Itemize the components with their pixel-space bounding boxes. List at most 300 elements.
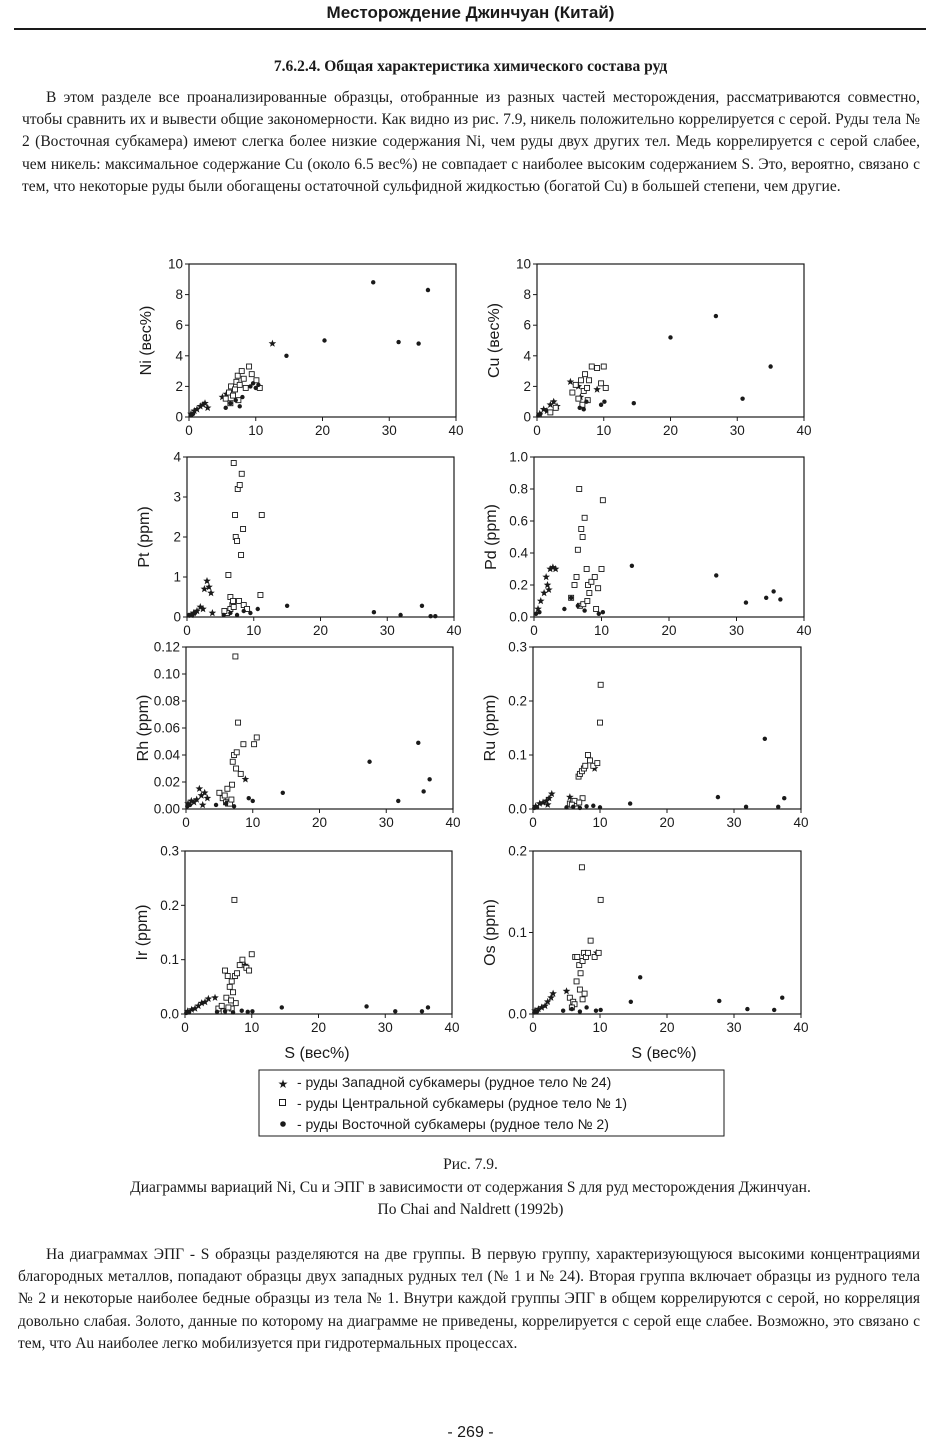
data-point-central <box>596 950 601 955</box>
x-tick-label: 30 <box>377 1020 393 1035</box>
x-tick-label: 10 <box>246 623 262 638</box>
data-point-east <box>597 612 601 616</box>
scatter-panel-5 <box>135 640 461 831</box>
data-point-central <box>587 378 592 383</box>
data-point-central <box>233 513 238 518</box>
data-point-east <box>602 400 606 404</box>
legend-square-icon <box>280 1100 286 1106</box>
legend-dot-icon <box>280 1121 286 1127</box>
data-point-central <box>247 364 252 369</box>
data-point-central <box>580 997 585 1002</box>
data-point-east <box>285 604 289 608</box>
scatter-panels <box>134 257 812 1036</box>
data-point-east <box>248 611 252 615</box>
data-point-east <box>771 589 775 593</box>
y-axis-label: Os (ppm) <box>482 899 499 966</box>
data-point-central <box>238 771 243 776</box>
data-point-central <box>594 607 599 612</box>
data-point-east <box>668 335 672 339</box>
x-tick-label: 20 <box>314 423 331 438</box>
data-point-central <box>577 487 582 492</box>
data-point-east <box>247 796 251 800</box>
data-point-east <box>564 805 568 809</box>
data-point-east <box>584 400 588 404</box>
data-point-central <box>598 897 603 902</box>
data-point-east <box>578 806 582 810</box>
data-point-central <box>234 750 239 755</box>
legend-label-east: - руды Восточной субкамеры (рудное тело № 2) <box>297 1116 609 1132</box>
data-point-central <box>235 971 240 976</box>
data-point-east <box>582 407 586 411</box>
data-point-central <box>572 583 577 588</box>
x-tick-label: 0 <box>185 423 193 438</box>
x-tick-label: 40 <box>793 815 809 830</box>
x-axis-label-left: S (вес%) <box>284 1045 350 1062</box>
data-point-east <box>717 999 721 1003</box>
figure-caption-number: Рис. 7.9. <box>443 1156 498 1173</box>
data-point-east <box>396 340 400 344</box>
y-tick-label: 0.08 <box>153 693 180 709</box>
data-point-east <box>745 1007 749 1011</box>
x-tick-label: 20 <box>662 423 679 438</box>
data-point-east <box>364 1004 368 1008</box>
data-point-east <box>372 610 376 614</box>
x-tick-label: 0 <box>182 815 190 830</box>
data-point-central <box>553 405 558 410</box>
data-point-central <box>222 609 227 614</box>
data-point-east <box>215 1010 219 1014</box>
data-point-east <box>578 1009 582 1013</box>
x-tick-label: 30 <box>728 623 745 638</box>
data-point-east <box>714 573 718 577</box>
data-point-east <box>591 804 595 808</box>
data-point-central <box>236 720 241 725</box>
y-tick-label: 4 <box>173 449 181 465</box>
data-point-central <box>583 763 588 768</box>
data-point-central <box>573 382 578 387</box>
x-tick-label: 10 <box>244 1020 260 1035</box>
data-point-east <box>535 1009 539 1013</box>
section-heading: 7.6.2.4. Общая характеристика химического состава руд <box>273 58 668 75</box>
x-tick-label: 20 <box>311 815 328 830</box>
data-point-central <box>226 1005 231 1010</box>
scatter-panel-6 <box>482 640 809 831</box>
y-tick-label: 0.0 <box>508 801 527 817</box>
data-point-east <box>744 805 748 809</box>
data-point-east <box>251 381 255 385</box>
y-axis-label: Ni (вес%) <box>138 305 155 376</box>
x-tick-label: 10 <box>248 423 264 438</box>
scatter-panel-2 <box>486 257 812 439</box>
data-point-east <box>231 1010 235 1014</box>
data-point-central <box>582 515 587 520</box>
y-tick-label: 0.2 <box>508 693 527 709</box>
data-point-east <box>571 805 575 809</box>
y-tick-label: 0 <box>523 409 531 425</box>
x-tick-label: 40 <box>446 623 462 638</box>
x-tick-label: 20 <box>661 623 677 638</box>
data-point-central <box>247 968 252 973</box>
data-point-central <box>585 950 590 955</box>
data-point-central <box>231 393 236 398</box>
data-point-central <box>254 735 259 740</box>
data-point-central <box>578 971 583 976</box>
x-tick-label: 30 <box>726 1020 742 1035</box>
data-point-west <box>563 987 571 994</box>
y-tick-label: 0.04 <box>153 747 180 763</box>
data-point-east <box>780 996 784 1000</box>
data-point-central <box>235 539 240 544</box>
data-point-central <box>595 761 600 766</box>
plot-frame <box>187 457 454 617</box>
x-tick-label: 40 <box>445 815 461 830</box>
data-point-central <box>239 369 244 374</box>
y-tick-label: 0.4 <box>509 545 528 561</box>
data-point-east <box>322 338 326 342</box>
data-point-east <box>598 805 602 809</box>
y-tick-label: 0.8 <box>509 481 528 497</box>
data-point-east <box>421 789 425 793</box>
x-axis-label-right: S (вес%) <box>631 1045 697 1062</box>
plot-frame <box>537 264 804 417</box>
y-axis-label: Cu (вес%) <box>486 303 503 378</box>
data-point-central <box>237 382 242 387</box>
y-axis-label: Ru (ppm) <box>482 694 499 762</box>
data-point-central <box>598 720 603 725</box>
scatter-panel-8 <box>482 844 809 1036</box>
data-point-central <box>589 364 594 369</box>
x-tick-label: 0 <box>183 623 191 638</box>
data-point-east <box>371 280 375 284</box>
data-point-central <box>574 575 579 580</box>
y-tick-label: 10 <box>515 256 531 272</box>
data-point-east <box>628 801 632 805</box>
y-tick-label: 2 <box>175 378 183 394</box>
x-tick-label: 30 <box>729 423 745 438</box>
data-point-central <box>230 759 235 764</box>
plot-frame <box>533 647 801 809</box>
data-point-central <box>237 483 242 488</box>
data-point-east <box>740 396 744 400</box>
data-point-east <box>420 1009 424 1013</box>
data-point-west <box>207 589 215 596</box>
data-point-east <box>772 1008 776 1012</box>
data-point-central <box>579 378 584 383</box>
y-tick-label: 0.10 <box>153 666 180 682</box>
y-tick-label: 0.2 <box>509 577 528 593</box>
y-tick-label: 0.02 <box>153 774 180 790</box>
x-tick-label: 10 <box>592 1020 608 1035</box>
data-point-central <box>231 605 236 610</box>
data-point-east <box>764 596 768 600</box>
data-point-central <box>548 410 553 415</box>
figure-caption-source: По Chai and Naldrett (1992b) <box>377 1201 564 1218</box>
data-point-east <box>561 1009 565 1013</box>
data-point-east <box>396 799 400 803</box>
intro-paragraph: В этом разделе все проанализированные образцы, отобранные из разных частей месторождения, рассматриваются совместно, чтобы сравнить их и вывести общие закономерности. Как видно из рис. 7.9, никель положительно коррелируется с серой. Руды тела № 2 (Восточная субкамера) имеют слегка более низкие содержания Ni, чем руды двух других тел. Медь коррелируется с серой слабее, чем никель: максимальное содержание Cu (около 6.5 вес%) не совпадает с наиболее высоким содержанием S. Это, вероятно, связано с тем, что некоторые руды были обогащены остаточной сульфидной жидкостью (богатой Cu) в большей степени, чем другие. <box>22 89 920 195</box>
data-point-east <box>538 412 542 416</box>
x-tick-label: 30 <box>379 623 395 638</box>
data-point-east <box>246 1010 250 1014</box>
x-tick-label: 20 <box>659 815 675 830</box>
y-tick-label: 0.2 <box>508 843 527 859</box>
data-point-east <box>428 614 432 618</box>
data-point-east <box>256 607 260 611</box>
x-tick-label: 0 <box>529 1020 537 1035</box>
y-tick-label: 10 <box>167 256 183 272</box>
y-tick-label: 8 <box>175 287 183 303</box>
data-point-east <box>238 404 242 408</box>
data-point-east <box>598 1008 602 1012</box>
data-point-central <box>217 790 222 795</box>
data-point-east <box>234 398 238 402</box>
data-point-central <box>229 998 234 1003</box>
figure-legend <box>259 1070 724 1136</box>
x-tick-label: 40 <box>448 423 464 438</box>
data-point-central <box>227 984 232 989</box>
y-tick-label: 0.0 <box>508 1006 527 1022</box>
figure-caption-text: Диаграммы вариаций Ni, Cu и ЭПГ в зависимости от содержания S для руд месторождения Джинчуан. <box>130 1179 811 1196</box>
data-point-central <box>258 593 263 598</box>
y-tick-label: 0.12 <box>153 639 180 655</box>
data-point-central <box>225 973 230 978</box>
y-tick-label: 0.3 <box>508 639 527 655</box>
legend-item-west <box>278 1074 612 1091</box>
x-tick-label: 40 <box>444 1020 460 1035</box>
data-point-east <box>433 614 437 618</box>
x-tick-label: 20 <box>310 1020 327 1035</box>
data-point-east <box>535 805 539 809</box>
scatter-panel-1 <box>138 257 464 439</box>
data-point-central <box>603 385 608 390</box>
data-point-east <box>576 604 580 608</box>
x-tick-label: 0 <box>529 815 537 830</box>
plot-frame <box>185 851 452 1014</box>
x-tick-label: 10 <box>592 815 608 830</box>
data-point-central <box>585 599 590 604</box>
data-point-east <box>569 596 573 600</box>
data-point-east <box>630 564 634 568</box>
data-point-east <box>427 777 431 781</box>
data-point-east <box>240 395 244 399</box>
y-tick-label: 0.00 <box>153 801 180 817</box>
y-tick-label: 6 <box>523 317 531 333</box>
data-point-central <box>222 793 227 798</box>
data-point-east <box>224 801 228 805</box>
data-point-east <box>228 611 232 615</box>
data-point-central <box>239 553 244 558</box>
data-point-central <box>229 797 234 802</box>
y-tick-label: 0.0 <box>160 1006 179 1022</box>
legend-item-central <box>280 1095 628 1111</box>
data-point-east <box>280 1005 284 1009</box>
data-point-east <box>398 613 402 617</box>
data-point-east <box>426 1005 430 1009</box>
plot-frame <box>533 851 801 1014</box>
y-tick-label: 0.1 <box>508 925 527 940</box>
data-point-central <box>575 547 580 552</box>
y-tick-label: 0.6 <box>509 513 528 529</box>
x-tick-label: 0 <box>530 623 538 638</box>
data-point-east <box>240 1009 244 1013</box>
x-tick-label: 20 <box>312 623 329 638</box>
x-tick-label: 0 <box>181 1020 189 1035</box>
data-point-east <box>193 611 197 615</box>
data-point-west <box>544 581 552 588</box>
data-point-central <box>577 800 582 805</box>
y-tick-label: 6 <box>175 317 183 333</box>
data-point-central <box>241 742 246 747</box>
data-point-east <box>578 406 582 410</box>
data-point-east <box>214 803 218 807</box>
data-point-central <box>237 963 242 968</box>
plot-frame <box>186 647 453 809</box>
data-point-central <box>589 579 594 584</box>
data-point-west <box>211 994 219 1001</box>
data-point-east <box>250 1009 254 1013</box>
data-point-central <box>232 897 237 902</box>
y-tick-label: 2 <box>523 378 531 394</box>
data-point-east <box>416 741 420 745</box>
data-point-central <box>239 471 244 476</box>
data-point-east <box>570 1007 574 1011</box>
y-axis-label: Pd (ppm) <box>483 504 500 570</box>
y-tick-label: 0.1 <box>508 747 527 763</box>
data-point-east <box>562 607 566 611</box>
data-point-central <box>582 991 587 996</box>
data-point-east <box>224 406 228 410</box>
data-point-central <box>252 742 257 747</box>
data-point-east <box>716 795 720 799</box>
data-point-east <box>222 613 226 617</box>
page-number: - 269 - <box>447 1424 494 1441</box>
x-tick-label: 40 <box>793 1020 809 1035</box>
y-tick-label: 2 <box>173 529 181 545</box>
data-point-central <box>234 766 239 771</box>
data-point-east <box>594 1009 598 1013</box>
data-point-east <box>782 796 786 800</box>
data-point-east <box>251 799 255 803</box>
legend-label-central: - руды Центральной субкамеры (рудное тело № 1) <box>297 1095 628 1111</box>
data-point-east <box>223 1009 227 1013</box>
y-tick-label: 0 <box>173 609 181 625</box>
data-point-east <box>416 341 420 345</box>
x-tick-label: 20 <box>659 1020 675 1035</box>
scatter-panel-3 <box>136 450 462 639</box>
legend-star-icon: ★ <box>277 1077 289 1091</box>
x-tick-label: 40 <box>796 623 812 638</box>
data-point-east <box>582 608 586 612</box>
data-point-central <box>223 968 228 973</box>
data-point-central <box>585 753 590 758</box>
data-point-west <box>209 609 217 616</box>
data-point-west <box>537 597 545 604</box>
y-axis-label: Pt (ppm) <box>136 506 153 568</box>
data-point-east <box>638 975 642 979</box>
pge-discussion-paragraph: На диаграммах ЭПГ - S образцы разделяются на две группы. В первую группу, характеризующуюся высокими концентрациями благородных металлов, попадают образцы двух западных рудных тел (№ 1 и № 24). Вторая группа включает образцы из рудного тела № 2 и некоторые наиболее бедные образцы из тела № 1. Внутри каждой группы ЭПГ в общем коррелируются с серой, но корреляция довольно слабая. Золото, данные по которому на диаграмме не приведены, коррелируется с серой еще слабее. Возможно, это связано с тем, что Au наиболее легко мобилизуется при гидротермальных процессах. <box>18 1246 920 1352</box>
data-point-central <box>241 527 246 532</box>
data-point-central <box>575 954 580 959</box>
data-point-east <box>242 609 246 613</box>
data-point-east <box>235 613 239 617</box>
data-point-east <box>768 364 772 368</box>
data-point-east <box>632 401 636 405</box>
data-point-west <box>204 794 212 801</box>
data-point-east <box>420 604 424 608</box>
data-point-central <box>583 372 588 377</box>
y-axis-label: Rh (ppm) <box>135 694 152 762</box>
y-tick-label: 4 <box>175 348 183 364</box>
y-tick-label: 0.1 <box>160 952 179 968</box>
data-point-central <box>595 366 600 371</box>
data-point-central <box>249 372 254 377</box>
data-point-central <box>219 1003 224 1008</box>
data-point-east <box>744 600 748 604</box>
data-point-east <box>537 610 541 614</box>
data-point-east <box>601 610 605 614</box>
y-tick-label: 0 <box>175 409 183 425</box>
data-point-central <box>585 385 590 390</box>
data-point-east <box>393 1009 397 1013</box>
data-point-east <box>284 354 288 358</box>
x-tick-label: 10 <box>245 815 261 830</box>
data-point-central <box>226 573 231 578</box>
legend-label-west: - руды Западной субкамеры (рудное тело № 24) <box>297 1074 612 1090</box>
x-tick-label: 30 <box>381 423 397 438</box>
running-header: Месторождение Джинчуан (Китай) <box>326 3 615 22</box>
y-tick-label: 3 <box>173 489 181 505</box>
data-point-west <box>203 577 211 584</box>
data-point-central <box>249 952 254 957</box>
y-tick-label: 8 <box>523 287 531 303</box>
y-tick-label: 0.06 <box>153 720 180 736</box>
data-point-west <box>269 340 277 347</box>
data-point-central <box>233 654 238 659</box>
data-point-central <box>241 376 246 381</box>
plot-frame <box>534 457 804 617</box>
data-point-central <box>584 567 589 572</box>
data-point-east <box>714 314 718 318</box>
data-point-east <box>281 791 285 795</box>
data-point-central <box>598 682 603 687</box>
y-axis-label: Ir (ppm) <box>134 904 151 961</box>
data-point-west <box>542 573 550 580</box>
data-point-central <box>592 575 597 580</box>
data-point-east <box>584 1005 588 1009</box>
data-point-central <box>240 957 245 962</box>
y-tick-label: 0.2 <box>160 897 179 913</box>
data-point-east <box>187 1010 191 1014</box>
data-point-east <box>629 1000 633 1004</box>
data-point-central <box>588 938 593 943</box>
scatter-panel-7 <box>134 844 460 1036</box>
y-tick-label: 4 <box>523 348 531 364</box>
scatter-panel-4 <box>483 450 812 639</box>
data-point-central <box>596 586 601 591</box>
data-point-east <box>778 597 782 601</box>
data-point-central <box>600 498 605 503</box>
data-point-central <box>231 990 236 995</box>
x-tick-label: 10 <box>596 423 612 438</box>
y-tick-label: 1 <box>173 569 181 585</box>
x-tick-label: 0 <box>533 423 541 438</box>
data-point-east <box>599 403 603 407</box>
data-point-east <box>188 803 192 807</box>
data-point-east <box>584 804 588 808</box>
data-point-east <box>232 804 236 808</box>
data-point-east <box>256 383 260 387</box>
data-point-central <box>570 390 575 395</box>
